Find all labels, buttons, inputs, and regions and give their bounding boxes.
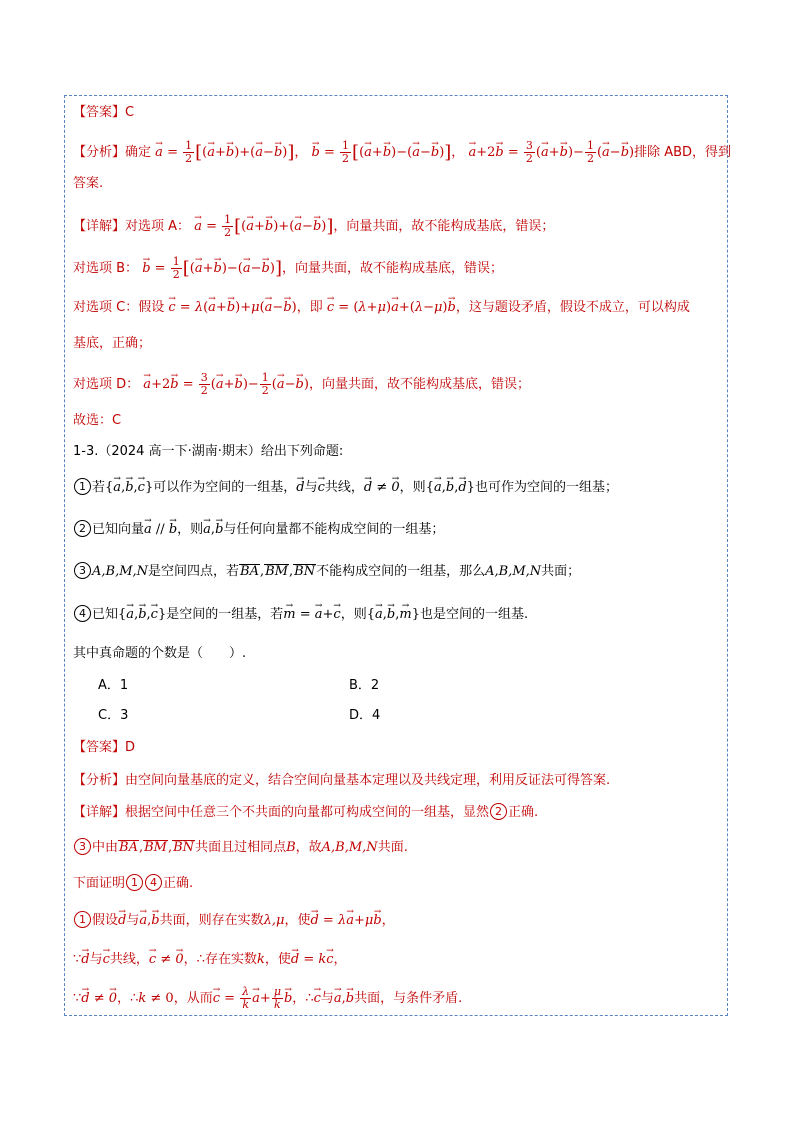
detail-option-c-cont: 基底，正确； xyxy=(73,336,152,351)
analysis-line-1-cont: 答案. xyxy=(73,176,104,191)
analysis-line-1: 【分析】确定 → a = $\frac{1}{2}$ [(→ a+→ b)+(→ a−→ b)]， → b = $\frac{1}{2}$ [(→ a+→ b)−(→ a−→ b)]， → a+2→ b = $\frac{3}{2}$ (→ a+→ b)− $\frac{1}{2}$ (→ a−→ b)排除 ABD，得到 xyxy=(73,140,724,165)
answer-line-1: 【答案】C xyxy=(73,105,135,120)
option-d: D．4 xyxy=(349,708,381,723)
option-b: B．2 xyxy=(349,678,380,693)
detail2-line-5: ∵→ d与→ c共线，→ c ≠ → 0，∴存在实数k，使→ d = k→ c， xyxy=(73,950,724,970)
proposition-2: 2 已知向量→ a // → b，则→ a,→ b与任何向量都不能构成空间的一组基； xyxy=(73,520,724,540)
proposition-1: 1 若{→ a,→ b,→ c}可以作为空间的一组基，→ d与→ c共线，→ d ≠ → 0，则{→ a,→ b,→ d}也可作为空间的一组基； xyxy=(73,478,724,498)
detail2-line-3: 下面证明 1 4 正确. xyxy=(73,876,194,891)
detail-option-b: 对选项 B： → b = $\frac{1}{2}$ [(→ a+→ b)−(→ a−→ b)]，向量共面，故不能构成基底，错误； xyxy=(73,256,724,281)
detail2-line-1: 【详解】根据空间中任意三个不共面的向量都可构成空间的一组基，显然 2 正确. xyxy=(73,805,539,820)
answer-line-2: 【答案】D xyxy=(73,740,136,755)
detail-conclusion: 故选：C xyxy=(73,413,122,428)
analysis-line-2: 【分析】由空间向量基底的定义，结合空间向量基本定理以及共线定理，利用反证法可得答案. xyxy=(73,773,611,788)
detail2-line-6: ∵→ d ≠ → 0，∴k ≠ 0，从而→ c = $\frac{\lambda}{k}$ → a+ $\frac{\mu}{k}$ → b，∴→ c与→ a,→ b共面，与条件矛盾. xyxy=(73,986,724,1011)
detail2-line-4: 1 假设→ d与→ a,→ b共面，则存在实数λ,μ，使→ d = λ→ a+μ→ b， xyxy=(73,911,724,931)
detail-option-c: 对选项 C：假设 → c = λ(→ a+→ b)+μ(→ a−→ b)，即 → c = (λ+μ)→ a+(λ−μ)→ b，这与题设矛盾，假设不成立，可以构成 xyxy=(73,298,724,318)
detail2-line-2: 3 中由BA,BM,BN共面且过相同点B，故A,B,M,N共面. xyxy=(73,838,724,858)
option-a: A．1 xyxy=(98,678,129,693)
proposition-3: 3 A,B,M,N是空间四点，若BA,BM,BN不能构成空间的一组基，那么A,B,M,N共面； xyxy=(73,562,724,582)
detail-option-a: 【详解】对选项 A： → a = $\frac{1}{2}$ [(→ a+→ b)+(→ a−→ b)]，向量共面，故不能构成基底，错误； xyxy=(73,214,724,239)
option-c: C．3 xyxy=(98,708,129,723)
proposition-4: 4 已知{→ a,→ b,→ c}是空间的一组基，若→ m = → a+→ c，则{→ a,→ b,→ m}也是空间的一组基. xyxy=(73,605,724,625)
detail-option-d: 对选项 D： → a+2→ b = $\frac{3}{2}$ (→ a+→ b)− $\frac{1}{2}$ (→ a−→ b)，向量共面，故不能构成基底，错误； xyxy=(73,372,724,397)
question-title: 1-3.（2024 高一下·湖南·期末）给出下列命题: xyxy=(73,444,344,459)
question-ask: 其中真命题的个数是（ ）. xyxy=(73,646,247,661)
